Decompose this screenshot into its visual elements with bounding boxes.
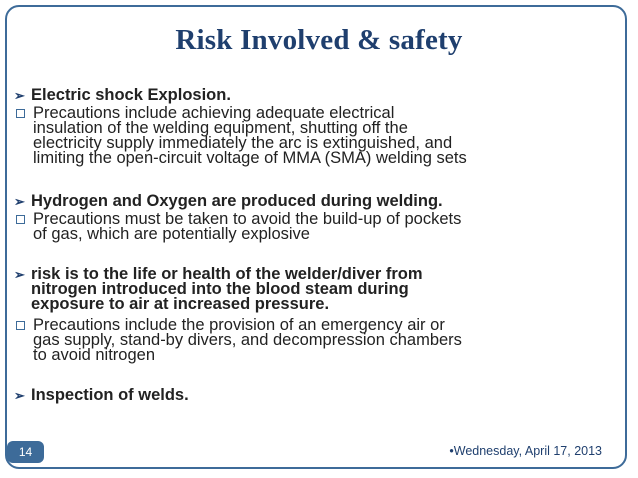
bullet-electric-shock [14,88,231,103]
bullet-line: risk is to the life or health of the welder/diver from [31,265,423,283]
sub-bullet-emergency-precautions [14,318,462,363]
bullet-nitrogen-risk [14,267,423,312]
sub-bullet-line: Precautions include achieving adequate electrical [33,104,395,122]
arrow-bullet-icon: ➢ [14,388,25,403]
sub-bullet-text [33,212,461,242]
sub-bullet-line: electricity supply immediately the arc is extinguished, and [33,134,453,152]
sub-bullet-line: Precautions include the provision of an emergency air or [33,316,445,334]
sub-bullet-text [33,106,467,166]
bullet-text: Inspection of welds. [31,386,189,404]
sub-bullet-line: limiting the open-circuit voltage of MMA (SMA) welding sets [33,149,467,167]
square-bullet-icon [16,109,25,118]
sub-bullet-line: of gas, which are potentially explosive [33,225,310,243]
page-number-badge: 14 [7,441,44,463]
sub-bullet-text [33,318,462,363]
arrow-bullet-icon: ➢ [14,88,25,103]
bullet-text: Hydrogen and Oxygen are produced during welding. [31,192,443,210]
sub-bullet-line: insulation of the welding equipment, shutting off the [33,119,408,137]
bullet-hydrogen-oxygen [14,194,443,209]
sub-bullet-line: Precautions must be taken to avoid the build-up of pockets [33,210,462,228]
sub-bullet-electric-precautions [14,106,467,166]
arrow-bullet-icon: ➢ [14,267,25,282]
bullet-line: exposure to air at increased pressure. [31,295,330,313]
bullet-text [31,267,423,312]
square-bullet-icon [16,321,25,330]
sub-bullet-gas-precautions [14,212,461,242]
bullet-line: nitrogen introduced into the blood steam during [31,280,409,298]
bullet-text: Electric shock Explosion. [31,86,231,104]
arrow-bullet-icon: ➢ [14,194,25,209]
bullet-inspection [14,388,189,403]
footer-date: •Wednesday, April 17, 2013 [449,444,602,458]
sub-bullet-line: to avoid nitrogen [33,346,156,364]
slide-title: Risk Involved & safety [175,24,463,56]
sub-bullet-line: gas supply, stand-by divers, and decompression chambers [33,331,462,349]
square-bullet-icon [16,215,25,224]
